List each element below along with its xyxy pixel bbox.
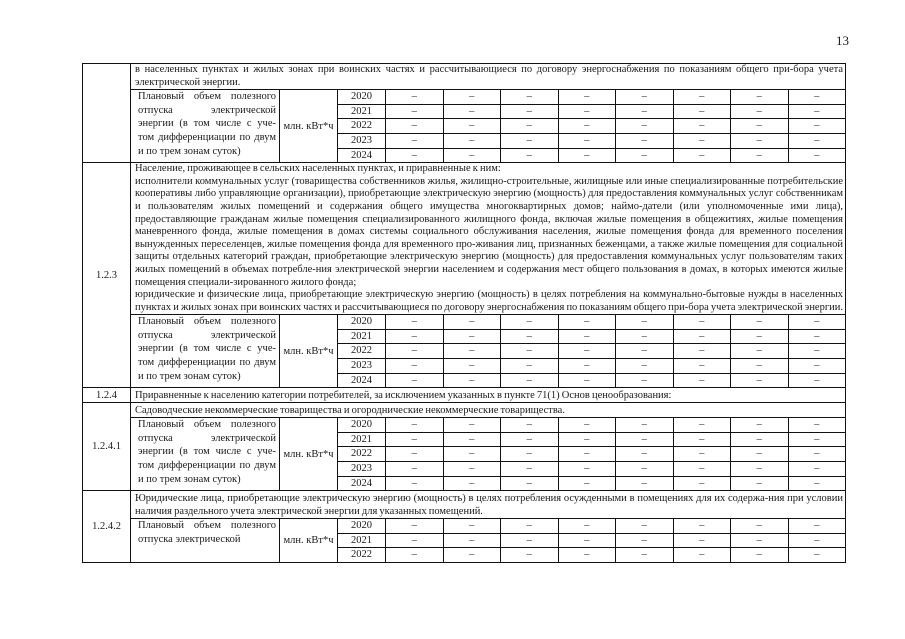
value-cell: – bbox=[814, 477, 820, 489]
value-cell: – bbox=[731, 519, 789, 533]
value-cell: – bbox=[616, 90, 674, 104]
value-cell: – bbox=[444, 447, 502, 461]
value-cell: – bbox=[616, 149, 674, 163]
value-cell: – bbox=[501, 374, 559, 388]
value-cell: – bbox=[444, 462, 502, 476]
value-cell: – bbox=[616, 462, 674, 476]
value-cell: – bbox=[501, 119, 559, 133]
value-cell: – bbox=[501, 447, 559, 461]
value-cell: – bbox=[674, 90, 732, 104]
year-row bbox=[338, 447, 845, 462]
value-cell: – bbox=[501, 134, 559, 148]
table-row bbox=[83, 388, 846, 403]
description-paragraph: в населенных пунктах и жилых зонах при воинских частях и рассчитывающиеся по договору энергоснабжения по показаниям общего при-бора учета электрической энергии. bbox=[135, 64, 843, 88]
year-cell: 2021 bbox=[338, 330, 386, 344]
value-cell: – bbox=[444, 330, 502, 344]
value-cell: – bbox=[731, 477, 789, 491]
year-cell: 2022 bbox=[338, 447, 386, 461]
value-cell: – bbox=[674, 374, 732, 388]
value-cell: – bbox=[501, 477, 559, 491]
value-cell: – bbox=[444, 519, 502, 533]
year-cell: 2023 bbox=[338, 359, 386, 373]
value-cell: – bbox=[731, 315, 789, 329]
year-row bbox=[338, 462, 845, 477]
value-cell: – bbox=[674, 330, 732, 344]
value-cell: – bbox=[559, 359, 617, 373]
value-cell: – bbox=[674, 433, 732, 447]
page-number: 13 bbox=[836, 33, 849, 48]
table-row bbox=[83, 163, 846, 388]
year-row bbox=[338, 344, 845, 359]
value-cell: – bbox=[674, 134, 732, 148]
value-cell: – bbox=[731, 105, 789, 119]
value-cell: – bbox=[731, 134, 789, 148]
value-cell: – bbox=[501, 359, 559, 373]
value-cell: – bbox=[386, 418, 444, 432]
value-cell: – bbox=[386, 330, 444, 344]
row-content bbox=[131, 491, 846, 562]
value-cell: – bbox=[674, 344, 732, 358]
value-cell: – bbox=[501, 462, 559, 476]
row-description bbox=[131, 491, 845, 518]
year-value-grid bbox=[338, 519, 845, 562]
volume-block bbox=[131, 89, 845, 162]
volume-block bbox=[131, 518, 845, 562]
value-cell: – bbox=[501, 418, 559, 432]
year-row bbox=[338, 90, 845, 105]
value-cell: – bbox=[559, 330, 617, 344]
unit-label: млн. кВт*ч bbox=[280, 90, 338, 162]
value-cell: – bbox=[559, 90, 617, 104]
year-cell: 2024 bbox=[338, 149, 386, 163]
value-cell: – bbox=[559, 344, 617, 358]
value-cell: – bbox=[501, 149, 559, 163]
value-cell: – bbox=[814, 360, 820, 372]
year-cell: 2020 bbox=[338, 519, 386, 533]
volume-label: Плановый объем полезного отпуска электрической энергии (в том числе с уче-том дифференциации по двум и по трем зонам суток) bbox=[131, 315, 280, 387]
value-cell: – bbox=[731, 433, 789, 447]
value-cell: – bbox=[731, 462, 789, 476]
value-cell: – bbox=[501, 330, 559, 344]
value-cell: – bbox=[616, 330, 674, 344]
value-cell: – bbox=[616, 315, 674, 329]
description-paragraph: юридические и физические лица, приобретающие электрическую энергию (мощность) в целях потребления на коммунально-бытовые нужды в населенных пунктах и жилых зонах при воинских частях и рассчитывающиеся по договору энергоснабжения по показаниям общего при-бора учета электрической энергии. bbox=[135, 289, 844, 313]
row-content bbox=[131, 403, 846, 490]
value-cell: – bbox=[559, 149, 617, 163]
value-cell: – bbox=[444, 105, 502, 119]
year-cell: 2024 bbox=[338, 477, 386, 491]
value-cell: – bbox=[731, 418, 789, 432]
value-cell: – bbox=[674, 119, 732, 133]
value-cell: – bbox=[559, 548, 617, 562]
year-row bbox=[338, 548, 845, 562]
row-content bbox=[131, 388, 846, 402]
volume-block bbox=[131, 314, 845, 387]
value-cell: – bbox=[616, 519, 674, 533]
value-cell: – bbox=[386, 90, 444, 104]
table-row bbox=[83, 403, 846, 491]
value-cell: – bbox=[501, 519, 559, 533]
value-cell: – bbox=[386, 149, 444, 163]
table-row bbox=[83, 491, 846, 563]
value-cell: – bbox=[616, 477, 674, 491]
value-cell: – bbox=[386, 548, 444, 562]
value-cell: – bbox=[674, 359, 732, 373]
value-cell: – bbox=[444, 344, 502, 358]
row-code: 1.2.3 bbox=[83, 163, 131, 387]
value-cell: – bbox=[814, 463, 820, 475]
value-cell: – bbox=[501, 105, 559, 119]
value-cell: – bbox=[386, 359, 444, 373]
value-cell: – bbox=[674, 149, 732, 163]
description-paragraph: Садоводческие некоммерческие товарищества и огороднические некоммерческие товарищества. bbox=[135, 405, 565, 417]
description-paragraph: Население, проживающее в сельских населенных пунктах, и приравненные к ним: bbox=[135, 163, 501, 175]
value-cell: – bbox=[814, 330, 820, 342]
year-value-grid bbox=[338, 418, 845, 490]
description-paragraph: Приравненные к населению категории потребителей, за исключением указанных в пункте 71(1) Основ ценообразования: bbox=[135, 390, 672, 402]
year-row bbox=[338, 330, 845, 345]
value-cell: – bbox=[674, 315, 732, 329]
value-cell: – bbox=[674, 418, 732, 432]
value-cell: – bbox=[386, 105, 444, 119]
value-cell: – bbox=[444, 149, 502, 163]
value-cell: – bbox=[386, 433, 444, 447]
value-cell: – bbox=[501, 90, 559, 104]
value-cell: – bbox=[386, 119, 444, 133]
value-cell: – bbox=[559, 462, 617, 476]
volume-label: Плановый объем полезного отпуска электрической энергии (в том числе с уче-том дифференциации по двум и по трем зонам суток) bbox=[131, 418, 280, 490]
value-cell: – bbox=[814, 549, 820, 561]
value-cell: – bbox=[731, 447, 789, 461]
value-cell: – bbox=[814, 419, 820, 431]
year-value-grid bbox=[338, 315, 845, 387]
value-cell: – bbox=[444, 119, 502, 133]
value-cell: – bbox=[501, 548, 559, 562]
value-cell: – bbox=[674, 548, 732, 562]
volume-label: Плановый объем полезного отпуска электрической энергии (в том числе с уче-том дифференциации по двум и по трем зонам суток) bbox=[131, 90, 280, 162]
year-row bbox=[338, 519, 845, 534]
value-cell: – bbox=[501, 315, 559, 329]
value-cell: – bbox=[501, 433, 559, 447]
year-row bbox=[338, 433, 845, 448]
row-code: 1.2.4.2 bbox=[83, 491, 131, 562]
value-cell: – bbox=[616, 433, 674, 447]
tariff-table bbox=[82, 63, 846, 563]
year-row bbox=[338, 477, 845, 491]
value-cell: – bbox=[559, 134, 617, 148]
value-cell: – bbox=[814, 534, 820, 546]
value-cell: – bbox=[501, 534, 559, 548]
value-cell: – bbox=[731, 119, 789, 133]
value-cell: – bbox=[559, 447, 617, 461]
value-cell: – bbox=[674, 105, 732, 119]
year-row bbox=[338, 134, 845, 149]
description-paragraph: исполнители коммунальных услуг (товарищества собственников жилья, жилищно-строительные, жилищные или иные специализированные потребительские кооперативы либо управляющие организации), приобретающие электрическую энергию (мощность) для предоставления коммунальных услуг собственникам и пользователям жилых помещений и содержания общего имущества многоквартирных домов; наймо-датели (или уполномоченные ими лица), предоставляющие гражданам жилые помещения специализированного жилищного фонда, включая жилые помещения в общежитиях, жилые помещения маневренного фонда, жилые помещения в домах системы социального обслуживания населения, жилые помещения фонда для временного поселения вынужденных переселенцев, жилые помещения фонда для временного про-живания лиц, признанных беженцами, а также жилые помещения для социальной защиты отдельных категорий граждан, приобретающие электрическую энергию (мощность) для предоставления коммунальных услуг пользователям таких жилых помещений в объемах потребле-ния электрической энергии населением и содержания мест общего пользования в домах, в которых имеются жилые помещения специали-зированного жилого фонда; bbox=[135, 175, 843, 288]
value-cell: – bbox=[616, 105, 674, 119]
value-cell: – bbox=[674, 462, 732, 476]
value-cell: – bbox=[814, 345, 820, 357]
value-cell: – bbox=[674, 534, 732, 548]
value-cell: – bbox=[444, 374, 502, 388]
value-cell: – bbox=[616, 119, 674, 133]
value-cell: – bbox=[444, 534, 502, 548]
year-row bbox=[338, 119, 845, 134]
value-cell: – bbox=[731, 534, 789, 548]
row-content bbox=[131, 64, 846, 162]
value-cell: – bbox=[444, 477, 502, 491]
row-description bbox=[131, 388, 845, 402]
year-row bbox=[338, 315, 845, 330]
year-cell: 2024 bbox=[338, 374, 386, 388]
value-cell: – bbox=[386, 519, 444, 533]
value-cell: – bbox=[616, 548, 674, 562]
year-cell: 2020 bbox=[338, 90, 386, 104]
value-cell: – bbox=[616, 418, 674, 432]
volume-label: Плановый объем полезного отпуска электрической bbox=[131, 519, 280, 562]
value-cell: – bbox=[386, 534, 444, 548]
row-code bbox=[83, 64, 131, 162]
value-cell: – bbox=[444, 134, 502, 148]
value-cell: – bbox=[559, 374, 617, 388]
value-cell: – bbox=[444, 433, 502, 447]
row-description bbox=[131, 403, 845, 417]
value-cell: – bbox=[674, 519, 732, 533]
value-cell: – bbox=[559, 105, 617, 119]
value-cell: – bbox=[731, 374, 789, 388]
value-cell: – bbox=[386, 447, 444, 461]
year-row bbox=[338, 105, 845, 120]
value-cell: – bbox=[674, 447, 732, 461]
value-cell: – bbox=[444, 548, 502, 562]
value-cell: – bbox=[731, 90, 789, 104]
value-cell: – bbox=[559, 519, 617, 533]
value-cell: – bbox=[616, 534, 674, 548]
value-cell: – bbox=[814, 520, 820, 532]
value-cell: – bbox=[559, 477, 617, 491]
value-cell: – bbox=[814, 433, 820, 445]
value-cell: – bbox=[731, 330, 789, 344]
row-content bbox=[131, 163, 846, 387]
value-cell: – bbox=[814, 105, 820, 117]
description-paragraph: Юридические лица, приобретающие электрическую энергию (мощность) в целях потребления осужденными в помещениях для их содержа-ния при условии наличия раздельного учета электрической энергии для указанных помещений. bbox=[135, 493, 843, 518]
row-description bbox=[131, 163, 845, 314]
value-cell: – bbox=[731, 359, 789, 373]
value-cell: – bbox=[444, 315, 502, 329]
value-cell: – bbox=[616, 134, 674, 148]
year-row bbox=[338, 374, 845, 388]
year-cell: 2023 bbox=[338, 134, 386, 148]
value-cell: – bbox=[731, 149, 789, 163]
value-cell: – bbox=[444, 359, 502, 373]
value-cell: – bbox=[559, 418, 617, 432]
row-code: 1.2.4.1 bbox=[83, 403, 131, 490]
row-description bbox=[131, 64, 845, 89]
value-cell: – bbox=[731, 344, 789, 358]
unit-label: млн. кВт*ч bbox=[280, 418, 338, 490]
value-cell: – bbox=[814, 316, 820, 328]
year-row bbox=[338, 149, 845, 163]
year-row bbox=[338, 359, 845, 374]
year-cell: 2022 bbox=[338, 344, 386, 358]
value-cell: – bbox=[559, 119, 617, 133]
row-code: 1.2.4 bbox=[83, 388, 131, 402]
value-cell: – bbox=[814, 134, 820, 146]
year-cell: 2020 bbox=[338, 315, 386, 329]
value-cell: – bbox=[559, 315, 617, 329]
volume-block bbox=[131, 417, 845, 490]
value-cell: – bbox=[444, 418, 502, 432]
value-cell: – bbox=[501, 344, 559, 358]
value-cell: – bbox=[814, 374, 820, 386]
value-cell: – bbox=[814, 91, 820, 103]
unit-label: млн. кВт*ч bbox=[280, 519, 338, 562]
value-cell: – bbox=[386, 315, 444, 329]
value-cell: – bbox=[616, 359, 674, 373]
value-cell: – bbox=[386, 462, 444, 476]
value-cell: – bbox=[616, 344, 674, 358]
year-row bbox=[338, 534, 845, 549]
year-value-grid bbox=[338, 90, 845, 162]
value-cell: – bbox=[814, 448, 820, 460]
value-cell: – bbox=[559, 534, 617, 548]
value-cell: – bbox=[814, 120, 820, 132]
value-cell: – bbox=[616, 447, 674, 461]
value-cell: – bbox=[731, 548, 789, 562]
value-cell: – bbox=[444, 90, 502, 104]
value-cell: – bbox=[814, 149, 820, 161]
year-row bbox=[338, 418, 845, 433]
value-cell: – bbox=[386, 477, 444, 491]
value-cell: – bbox=[386, 374, 444, 388]
year-cell: 2020 bbox=[338, 418, 386, 432]
table-row bbox=[83, 64, 846, 163]
value-cell: – bbox=[386, 134, 444, 148]
value-cell: – bbox=[616, 374, 674, 388]
year-cell: 2021 bbox=[338, 534, 386, 548]
value-cell: – bbox=[559, 433, 617, 447]
value-cell: – bbox=[386, 344, 444, 358]
year-cell: 2022 bbox=[338, 548, 386, 562]
year-cell: 2023 bbox=[338, 462, 386, 476]
year-cell: 2022 bbox=[338, 119, 386, 133]
value-cell: – bbox=[674, 477, 732, 491]
year-cell: 2021 bbox=[338, 433, 386, 447]
unit-label: млн. кВт*ч bbox=[280, 315, 338, 387]
year-cell: 2021 bbox=[338, 105, 386, 119]
